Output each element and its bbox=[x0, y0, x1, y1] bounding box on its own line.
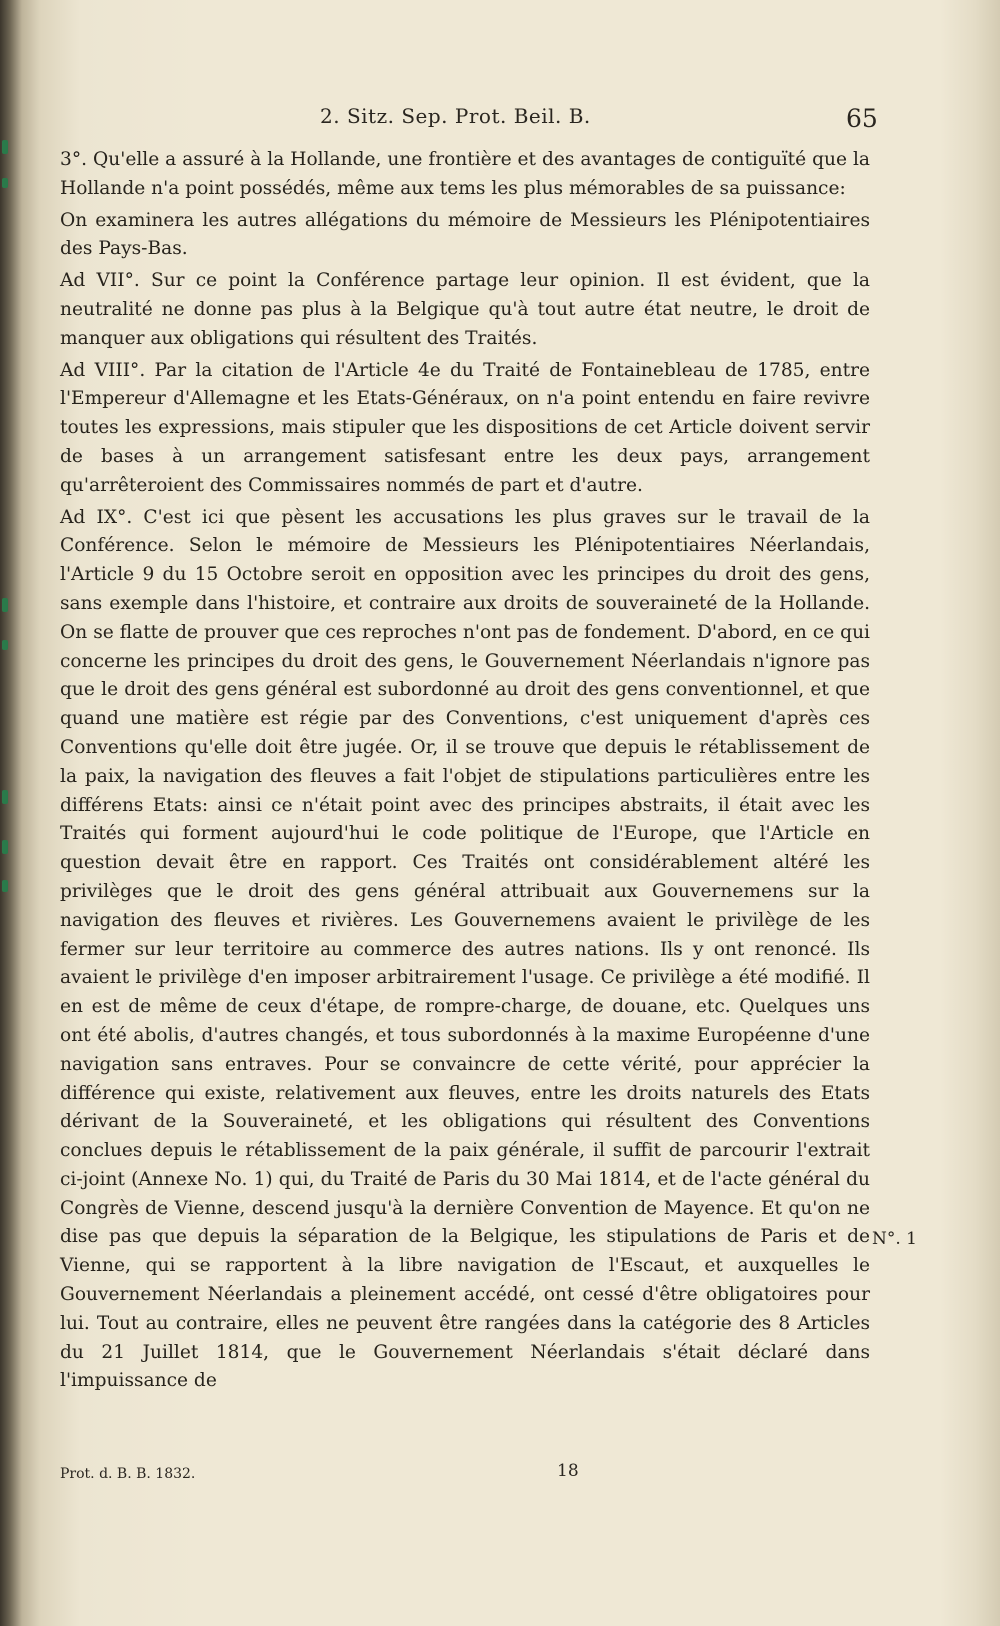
sheet-signature: 18 bbox=[557, 1461, 579, 1481]
binding-mark bbox=[2, 598, 8, 612]
paragraph: Ad VIII°. Par la citation de l'Article 4e du Traité de Fontainebleau de 1785, entre l'Empereur d'Allemagne et les Etats-Généraux, on n'a point entendu en faire revivre toutes les expressions, mais stipuler que les dispositions de cet Article doivent servir de bases à un arrangement satisfesant entre les deux pays, arrangement qu'arrêteroient des Commissaires nommés de part et d'autre. bbox=[60, 359, 870, 496]
binding-mark bbox=[2, 880, 8, 892]
running-header: 2. Sitz. Sep. Prot. Beil. B. bbox=[320, 104, 591, 128]
binding-mark bbox=[2, 178, 8, 188]
binding-mark bbox=[2, 790, 8, 804]
binding-mark bbox=[2, 140, 8, 154]
margin-note: N°. 1 bbox=[872, 1229, 917, 1249]
binding-mark bbox=[2, 640, 8, 650]
paragraph: Ad VII°. Sur ce point la Conférence partage leur opinion. Il est évident, que la neutralité ne donne pas plus à la Belgique qu'à tout autre état neutre, le droit de manquer aux obligations qui résultent des Traités. bbox=[60, 270, 870, 349]
paragraph: On examinera les autres allégations du mémoire de Messieurs les Plénipotentiaires des Pays-Bas. bbox=[60, 209, 870, 260]
page-number: 65 bbox=[846, 104, 878, 133]
paragraph: Ad IX°. C'est ici que pèsent les accusations les plus graves sur le travail de la Conférence. Selon le mémoire de Messieurs les Plénipotentiaires Néerlandais, l'Article 9 du 15 Octobre seroit en opposition avec les principes du droit des gens, sans exemple dans l'histoire, et contraire aux droits de souveraineté de la Hollande. On se flatte de prouver que ces reproches n'ont pas de fondement. D'abord, en ce qui concerne les principes du droit des gens, le Gouvernement Néerlandais n'ignore pas que le droit des gens général est subordonné au droit des gens conventionnel, et que quand une matière est régie par des Conventions, c'est uniquement d'après ces Conventions qu'elle doit être jugée. Or, il se trouve que depuis le rétablissement de la paix, la navigation des fleuves a fait l'objet de stipulations particulières entre les différens Etats: ainsi ce n'était point avec des principes abstraits, il était avec les Traités qui forment aujourd'hui le code politique de l'Europe, que l'Article en question devait être en rapport. Ces Traités ont considérablement altéré les privilèges que le droit des gens général attribuait aux Gouvernemens sur la navigation des fleuves et rivières. Les Gouvernemens avaient le privilège de les fermer sur leur territoire au commerce des autres nations. Ils y ont renoncé. Ils avaient le privilège d'en imposer arbitrairement l'usage. Ce privilège a été modifié. Il en est de même de ceux d'étape, de rompre-charge, de douane, etc. Quelques uns ont été abolis, d'autres changés, et tous subordonnés à la maxime Européenne d'une navigation sans entraves. Pour se convaincre de cette vérité, pour apprécier la différence qui existe, relativement aux fleuves, entre les droits naturels des Etats dérivant de la Souveraineté, et les obligations qui résultent des Conventions conclues depuis le rétablissement de la paix générale, il suffit de parcourir l'extrait ci-joint (Annexe No. 1) qui, du Traité de Paris du 30 Mai 1814, et de l'acte général du Congrès de Vienne, descend jusqu'à la dernière Convention de Mayence. Et qu'on ne dise pas que depuis la séparation de la Belgique, les stipulations de Paris et de Vienne, qui se rapportent à la libre navigation de l'Escaut, et auxquelles le Gouvernement Néerlandais a pleinement accédé, ont cessé d'être obligatoires pour lui. Tout au contraire, elles ne peuvent être rangées dans la catégorie des 8 Articles du 21 Juillet 1814, que le Gouvernement Néerlandais s'était déclaré dans l'impuissance de bbox=[60, 506, 870, 1392]
footer-signature-mark: Prot. d. B. B. 1832. bbox=[60, 1466, 196, 1482]
binding-mark bbox=[2, 840, 8, 854]
body-text bbox=[60, 146, 870, 1399]
paragraph: 3°. Qu'elle a assuré à la Hollande, une frontière et des avantages de contiguïté que la Hollande n'a point possédés, même aux tems les plus mémorables de sa puissance: bbox=[60, 149, 870, 199]
